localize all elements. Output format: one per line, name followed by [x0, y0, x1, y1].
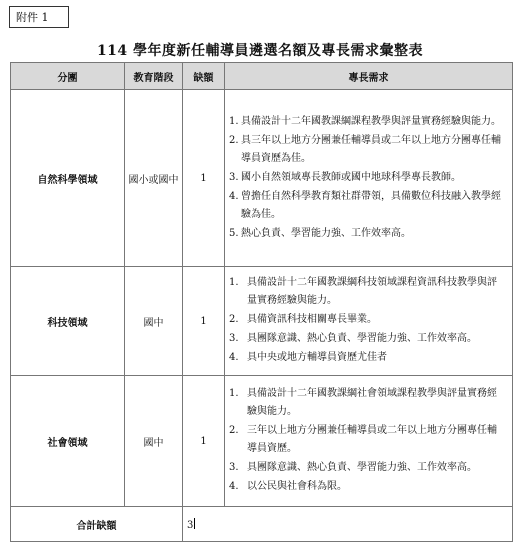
total-value: 3 — [187, 519, 194, 531]
list-item — [229, 113, 506, 131]
list-item — [229, 188, 506, 224]
list-item — [229, 422, 506, 458]
item-text: 曾擔任自然科學教育類社群帶領，具備數位科技融入教學經驗為佳。 — [241, 190, 501, 220]
item-number: 1. — [229, 277, 239, 288]
header-level: 教育階段 — [125, 63, 183, 90]
requirements-list — [225, 271, 512, 371]
total-value-cell[interactable] — [183, 507, 513, 542]
text-cursor — [194, 518, 195, 529]
field-cell: 科技領域 — [11, 267, 125, 376]
item-text: 具備設計十二年國教課綱科技領域課程資訊科技教學與評量實務經驗與能力。 — [247, 277, 497, 306]
list-item — [229, 274, 506, 310]
table-header-row — [11, 63, 513, 90]
field-cell: 社會領域 — [11, 376, 125, 507]
requirements-list — [225, 110, 512, 247]
header-quota: 缺額 — [183, 63, 225, 90]
item-number: 1. — [229, 115, 239, 127]
item-text: 具備設計十二年國教課綱社會領域課程教學與評量實務經驗與能力。 — [247, 388, 497, 417]
table-row — [11, 376, 513, 507]
item-text: 三年以上地方分團兼任輔導員或二年以上地方分團專任輔導員資歷。 — [247, 425, 497, 454]
requirements-list — [225, 382, 512, 500]
item-text: 具備資訊科技相關專長畢業。 — [247, 314, 377, 325]
item-number: 2. — [229, 134, 239, 146]
table-row — [11, 267, 513, 376]
quota-table — [10, 62, 513, 542]
header-requirements: 專長需求 — [225, 63, 513, 90]
item-text: 熱心負責、學習能力強、工作效率高。 — [241, 227, 411, 239]
item-number: 1. — [229, 388, 239, 399]
quota-cell: 1 — [183, 267, 225, 376]
item-number: 3. — [229, 462, 239, 473]
item-number: 4. — [229, 481, 239, 492]
item-text: 具三年以上地方分團兼任輔導員或二年以上地方分團專任輔導員資歷為佳。 — [241, 134, 501, 164]
list-item — [229, 169, 506, 187]
item-number: 2. — [229, 425, 239, 436]
list-item — [229, 349, 506, 367]
item-number: 5. — [229, 227, 239, 239]
list-item — [229, 132, 506, 168]
list-item — [229, 330, 506, 348]
level-cell: 國中 — [125, 376, 183, 507]
item-number: 3. — [229, 171, 239, 183]
item-number: 4. — [229, 190, 239, 202]
requirements-cell — [225, 376, 513, 507]
header-field: 分團 — [11, 63, 125, 90]
quota-cell: 1 — [183, 90, 225, 267]
requirements-cell — [225, 267, 513, 376]
document-title: 114 學年度新任輔導員遴選名額及專長需求彙整表 — [96, 43, 424, 59]
list-item — [229, 478, 506, 496]
list-item — [229, 459, 506, 477]
table-row — [11, 90, 513, 267]
item-number: 4. — [229, 352, 239, 363]
item-text: 具備設計十二年國教課綱課程教學與評量實務經驗與能力。 — [241, 115, 501, 127]
level-cell: 國小或國中 — [125, 90, 183, 267]
item-text: 具團隊意識、熱心負責、學習能力強、工作效率高。 — [247, 462, 477, 473]
list-item — [229, 385, 506, 421]
item-text: 以公民與社會科為限。 — [247, 481, 347, 492]
item-number: 3. — [229, 333, 239, 344]
requirements-cell — [225, 90, 513, 267]
attachment-label: 附件 1 — [9, 6, 69, 28]
quota-cell: 1 — [183, 376, 225, 507]
list-item — [229, 225, 506, 243]
list-item — [229, 311, 506, 329]
level-cell: 國中 — [125, 267, 183, 376]
total-label: 合計缺額 — [11, 507, 183, 542]
field-cell: 自然科學領域 — [11, 90, 125, 267]
item-number: 2. — [229, 314, 239, 325]
item-text: 具團隊意識、熱心負責、學習能力強、工作效率高。 — [247, 333, 477, 344]
item-text: 國小自然領域專長教師或國中地球科學專長教師。 — [241, 171, 461, 183]
total-row — [11, 507, 513, 542]
item-text: 具中央或地方輔導員資歷尤佳者 — [247, 352, 387, 363]
